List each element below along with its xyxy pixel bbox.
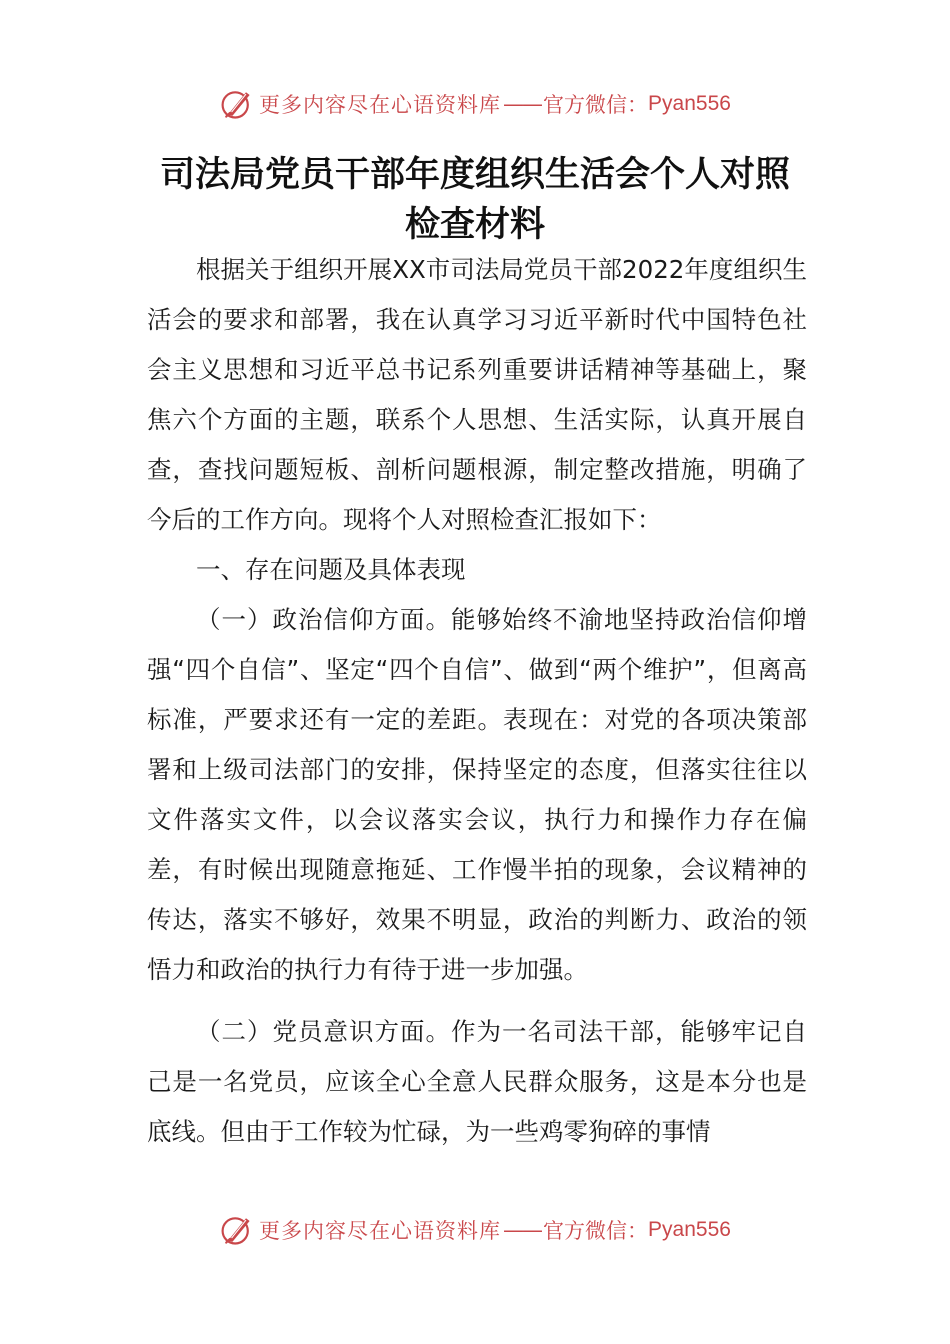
header-banner: [0, 84, 950, 124]
banner-dash: ——: [503, 92, 542, 116]
document-title: [140, 150, 810, 250]
title-line-1: 司法局党员干部年度组织生活会个人对照: [159, 155, 790, 195]
quill-logo-icon: [219, 86, 255, 122]
paragraph-political-belief: （一）政治信仰方面。能够始终不渝地坚持政治信仰增强“四个自信”、坚定“四个自信”、做到“两个维护”，但离高标准，严要求还有一定的差距。表现在：对党的各项决策部署和上级司法部门的安排，保持坚定的态度，但落实往往以文件落实文件，以会议落实会议，执行力和操作力存在偏差，有时候出现随意拖延、工作慢半拍的现象，会议精神的传达，落实不够好，效果不明显，政治的判断力、政治的领悟力和政治的执行力有待于进一步加强。: [147, 605, 807, 984]
banner-brand: 更多内容尽在心语资料库: [259, 93, 502, 117]
quill-logo-icon: [219, 1212, 255, 1248]
paragraph-party-awareness: （二）党员意识方面。作为一名司法干部，能够牢记自己是一名党员，应该全心全意人民群众服务，这是本分也是底线。但由于工作较为忙碌，为一些鸡零狗碎的事情: [147, 1017, 807, 1146]
banner-account: Pyan556: [648, 92, 731, 115]
section-heading: 一、存在问题及具体表现: [196, 555, 466, 584]
footer-banner: [0, 1210, 950, 1250]
banner-account: Pyan556: [648, 1218, 731, 1241]
paragraph-intro: 根据关于组织开展XX市司法局党员干部2022年度组织生活会的要求和部署，我在认真学习习近平新时代中国特色社会主义思想和习近平总书记系列重要讲话精神等基础上，聚焦六个方面的主题，联系个人思想、生活实际，认真开展自查，查找问题短板、剖析问题根源，制定整改措施，明确了今后的工作方向。现将个人对照检查汇报如下：: [147, 255, 807, 534]
banner-brand: 更多内容尽在心语资料库: [259, 1219, 502, 1243]
banner-label: 官方微信：: [543, 93, 649, 117]
title-line-2: 检查材料: [404, 205, 545, 245]
banner-dash: ——: [503, 1218, 542, 1242]
banner-label: 官方微信：: [543, 1219, 649, 1243]
document-body: [147, 245, 807, 1157]
